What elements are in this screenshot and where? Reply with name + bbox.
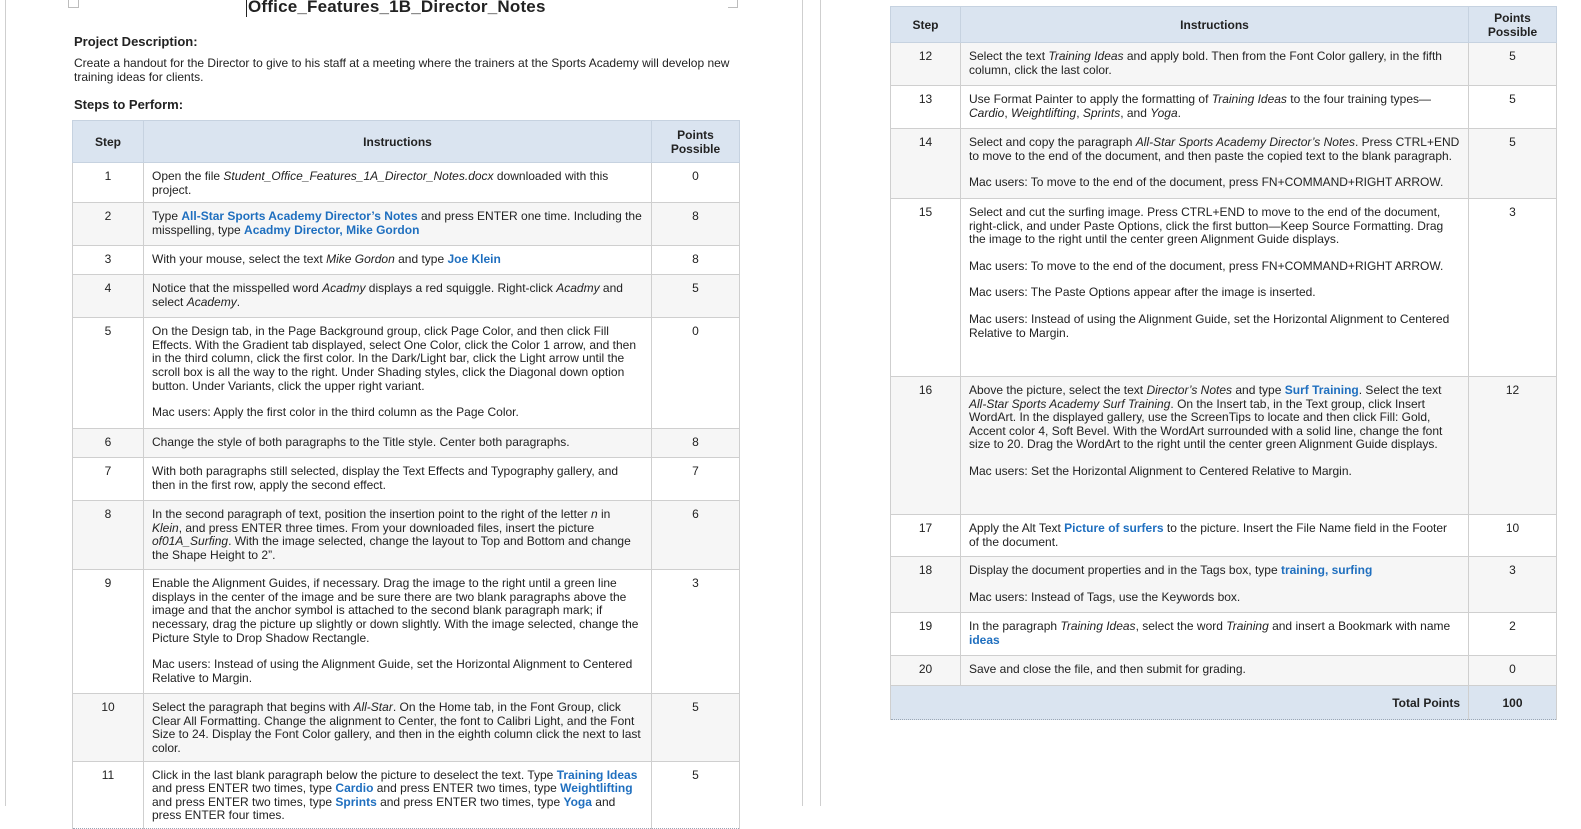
typed-text: Weightlifting bbox=[560, 781, 633, 796]
step-instructions bbox=[144, 203, 652, 246]
instruction-text: . On the Home tab, in the Font Group, click Clear All Formatting. Change the alignment to Center, the font to Calibri Light, and the Font Size to 24. Display the Font Color gallery, and then in the eighth column click the next to last color. bbox=[152, 700, 641, 755]
mac-users-note: Mac users: Instead of using the Alignment Guide, set the Horizontal Alignment to Centered Relative to Margin. bbox=[969, 311, 1450, 340]
instruction-text: to the four training types— bbox=[1286, 92, 1432, 106]
step-points: 0 bbox=[652, 318, 740, 429]
steps-table-left bbox=[72, 120, 740, 829]
typed-text: ideas bbox=[969, 632, 1000, 647]
instruction-paragraph bbox=[152, 210, 643, 237]
instruction-text: Save and close the file, and then submit for grading. bbox=[969, 662, 1246, 676]
instruction-text: and press ENTER two times, type bbox=[152, 794, 336, 809]
table-row bbox=[891, 129, 1557, 199]
step-number: 14 bbox=[891, 129, 961, 199]
mac-users-note: Mac users: To move to the end of the document, press FN+COMMAND+RIGHT ARROW. bbox=[969, 175, 1444, 190]
step-instructions bbox=[961, 656, 1469, 686]
italic-text: n bbox=[590, 507, 598, 522]
step-number: 17 bbox=[891, 515, 961, 557]
step-number: 3 bbox=[73, 246, 144, 275]
instruction-text: Select the paragraph that begins with bbox=[152, 700, 354, 715]
step-points: 3 bbox=[1469, 199, 1557, 377]
instruction-text: displays a red squiggle. Right-click bbox=[365, 281, 557, 296]
table-row bbox=[73, 570, 740, 694]
instruction-text: Use Format Painter to apply the formatting of bbox=[969, 92, 1212, 106]
instruction-text: and type bbox=[394, 252, 448, 267]
instruction-paragraph bbox=[152, 325, 643, 393]
step-number: 19 bbox=[891, 613, 961, 656]
instruction-text: . Select the text bbox=[1358, 383, 1442, 397]
table-row bbox=[891, 86, 1557, 129]
header-instructions: Instructions bbox=[144, 121, 652, 163]
steps-heading: Steps to Perform: bbox=[74, 97, 184, 112]
instruction-text: and type bbox=[1232, 383, 1285, 397]
typed-text: Sprints bbox=[335, 794, 377, 809]
instruction-paragraph bbox=[969, 564, 1460, 578]
step-number: 11 bbox=[73, 761, 144, 828]
step-instructions bbox=[144, 246, 652, 275]
steps-table-right bbox=[890, 6, 1557, 720]
project-description-heading: Project Description: bbox=[74, 34, 198, 49]
mac-users-note: Mac users: The Paste Options appear after the image is inserted. bbox=[969, 285, 1316, 300]
instruction-text: . Press CTRL+END to move to the end of the document, and then paste the copied text to the blank paragraph. bbox=[969, 135, 1460, 163]
instruction-text: Change the style of both paragraphs to the Title style. Center both paragraphs. bbox=[152, 435, 570, 450]
instruction-text: and press ENTER two times, type bbox=[376, 794, 564, 809]
table-row bbox=[891, 656, 1557, 686]
italic-text: Acadmy bbox=[322, 281, 366, 296]
corner-mark bbox=[728, 0, 738, 8]
table-row bbox=[73, 275, 740, 318]
instruction-text: With both paragraphs still selected, display the Text Effects and Typography gallery, and then in the first row, apply the second effect. bbox=[152, 464, 619, 492]
instruction-text: to the picture. Insert the File Name field in the Footer of the document. bbox=[969, 521, 1448, 549]
instruction-text: Above the picture, select the text bbox=[969, 383, 1147, 397]
italic-text: Training Ideas bbox=[1211, 92, 1287, 106]
step-number: 18 bbox=[891, 557, 961, 613]
step-points: 5 bbox=[652, 694, 740, 761]
italic-text: All-Star Sports Academy Surf Training bbox=[969, 396, 1171, 411]
step-instructions bbox=[961, 557, 1469, 613]
instruction-text: Type bbox=[152, 209, 182, 224]
instruction-text: Select and cut the surfing image. Press CTRL+END to move to the end of the document, right-click, and under Paste Options, click the first button—Keep Source Formatting. Drag the image to the right until the center green Alignment Guide displays. bbox=[969, 205, 1444, 247]
step-number: 6 bbox=[73, 429, 144, 458]
step-instructions bbox=[961, 377, 1469, 515]
table-row bbox=[73, 163, 740, 203]
typed-text: Picture of surfers bbox=[1064, 521, 1164, 535]
header-points: Points Possible bbox=[652, 121, 740, 163]
step-instructions bbox=[144, 501, 652, 570]
instruction-paragraph bbox=[152, 769, 643, 823]
table-row bbox=[73, 694, 740, 761]
header-points: Points Possible bbox=[1469, 7, 1557, 43]
typed-text: Cardio bbox=[335, 781, 374, 796]
instruction-text: and press ENTER one time. Including the misspelling, type bbox=[152, 209, 642, 237]
document-title[interactable]: Office_Features_1B_Director_Notes bbox=[246, 0, 546, 17]
step-number: 2 bbox=[73, 203, 144, 246]
instruction-paragraph bbox=[152, 577, 643, 645]
table-row bbox=[73, 318, 740, 429]
mac-users-note: Mac users: Apply the first color in the third column as the Page Color. bbox=[152, 405, 519, 420]
instruction-paragraph bbox=[969, 620, 1460, 647]
instruction-text: . bbox=[236, 294, 241, 309]
step-instructions bbox=[144, 761, 652, 828]
instruction-paragraph bbox=[152, 701, 643, 755]
instruction-text: In the paragraph bbox=[969, 619, 1061, 633]
step-instructions bbox=[144, 163, 652, 203]
instruction-text: , bbox=[1076, 105, 1083, 120]
typed-text: Acadmy Director, Mike Gordon bbox=[244, 222, 420, 237]
instruction-text: Notice that the misspelled word bbox=[152, 281, 323, 296]
instruction-text: . On the Insert tab, in the Text group, click Insert WordArt. In the displayed gallery, use the ScreenTips to locate and then click Fill: Gold, Accent color 4, Soft Bevel. With the WordArt surrounded with a solid line, change the font size to 20. Drag the WordArt to the right until the center green Alignment Guide displays. bbox=[969, 396, 1443, 452]
italic-text: All-Star bbox=[353, 700, 393, 715]
right-page-edge bbox=[820, 0, 821, 806]
italic-text: Academy bbox=[186, 294, 237, 309]
italic-text: Yoga bbox=[1150, 105, 1178, 120]
step-points: 12 bbox=[1469, 377, 1557, 515]
step-instructions bbox=[144, 570, 652, 694]
typed-text: Joe Klein bbox=[447, 252, 501, 267]
step-instructions bbox=[144, 694, 652, 761]
step-points: 6 bbox=[652, 501, 740, 570]
table-row bbox=[73, 458, 740, 501]
step-points: 5 bbox=[1469, 129, 1557, 199]
italic-text: Training Ideas bbox=[1060, 619, 1136, 633]
italic-text: All-Star Sports Academy Director’s Notes bbox=[1135, 135, 1355, 149]
table-row bbox=[73, 761, 740, 828]
italic-text: Student_Office_Features_1A_Director_Notes.docx bbox=[223, 169, 494, 183]
header-instructions: Instructions bbox=[961, 7, 1469, 43]
step-number: 15 bbox=[891, 199, 961, 377]
step-points: 0 bbox=[652, 163, 740, 203]
step-instructions bbox=[144, 275, 652, 318]
table-row bbox=[73, 246, 740, 275]
step-instructions bbox=[144, 429, 652, 458]
typed-text: Surf Training bbox=[1284, 383, 1359, 397]
instruction-text: Click in the last blank paragraph below the picture to deselect the text. Type bbox=[152, 767, 557, 782]
step-number: 16 bbox=[891, 377, 961, 515]
step-points: 3 bbox=[1469, 557, 1557, 613]
instruction-text: Select and copy the paragraph bbox=[969, 135, 1136, 149]
italic-text: Training Ideas bbox=[1048, 49, 1124, 63]
step-instructions bbox=[961, 86, 1469, 129]
instruction-text: Enable the Alignment Guides, if necessary. Drag the image to the right until a green line displays in the center of the image and be sure there are two blank paragraphs above the image and that the anchor symbol is attached to the second blank paragraph mark; if necessary, drag the picture up slightly or down slightly. With the image selected, change the Picture Style to Drop Shadow Rectangle. bbox=[152, 576, 639, 645]
header-step: Step bbox=[73, 121, 144, 163]
step-points: 0 bbox=[1469, 656, 1557, 686]
instruction-text: , and press ENTER three times. From your downloaded files, insert the picture bbox=[178, 520, 595, 535]
step-number: 10 bbox=[73, 694, 144, 761]
instruction-text: , bbox=[1004, 105, 1012, 120]
table-row bbox=[73, 501, 740, 570]
instruction-text: Apply the Alt Text bbox=[969, 521, 1065, 535]
instruction-paragraph bbox=[969, 206, 1460, 247]
step-points: 5 bbox=[1469, 86, 1557, 129]
instruction-text: , select the word bbox=[1135, 619, 1227, 633]
table-row bbox=[891, 199, 1557, 377]
step-number: 7 bbox=[73, 458, 144, 501]
instruction-text: and apply bold. Then from the Font Color gallery, in the fifth column, click the last color. bbox=[969, 49, 1442, 77]
instruction-text: and select bbox=[152, 281, 623, 309]
instruction-paragraph bbox=[152, 282, 643, 309]
step-instructions bbox=[961, 129, 1469, 199]
step-points: 8 bbox=[652, 429, 740, 458]
instruction-paragraph bbox=[152, 170, 643, 197]
instruction-paragraph bbox=[969, 384, 1460, 452]
typed-text: Yoga bbox=[563, 794, 592, 809]
step-number: 5 bbox=[73, 318, 144, 429]
italic-text: Acadmy bbox=[556, 281, 600, 296]
step-number: 13 bbox=[891, 86, 961, 129]
mac-users-note: Mac users: To move to the end of the document, press FN+COMMAND+RIGHT ARROW. bbox=[969, 258, 1444, 273]
instruction-paragraph bbox=[969, 663, 1460, 677]
left-page-edge bbox=[5, 0, 6, 806]
step-points: 2 bbox=[1469, 613, 1557, 656]
instruction-text: and press ENTER four times. bbox=[152, 794, 616, 823]
step-points: 5 bbox=[652, 761, 740, 828]
step-instructions bbox=[961, 515, 1469, 557]
instruction-text: and press ENTER two times, type bbox=[373, 781, 561, 796]
instruction-paragraph bbox=[152, 465, 643, 492]
project-description-text: Create a handout for the Director to give to his staff at a meeting where the trainers at the Sports Academy will develop new training ideas for clients. bbox=[74, 56, 730, 84]
italic-text: Weightlifting bbox=[1011, 105, 1077, 120]
table-row bbox=[891, 43, 1557, 86]
italic-text: Cardio bbox=[969, 105, 1005, 120]
instruction-paragraph bbox=[152, 253, 643, 267]
instruction-text: On the Design tab, in the Page Background group, click Page Color, and then click Fill Effects. With the Gradient tab displayed, select One Color, click the Color 1 arrow, and then in the third column, click the first color. In the Dark/Light bar, click the Light arrow until the scroll box is all the way to the right. Under Shading styles, click the Diagonal down option button. Under Variants, click the upper right variant. bbox=[152, 324, 637, 393]
table-row bbox=[891, 377, 1557, 515]
italic-text: Sprints bbox=[1082, 105, 1121, 120]
instruction-text: and insert a Bookmark with name bbox=[1268, 619, 1451, 633]
instruction-text: . bbox=[1177, 105, 1181, 120]
header-step: Step bbox=[891, 7, 961, 43]
step-instructions bbox=[961, 613, 1469, 656]
mac-users-note: Mac users: Set the Horizontal Alignment to Centered Relative to Margin. bbox=[969, 463, 1352, 478]
instruction-paragraph bbox=[969, 50, 1460, 77]
table-row bbox=[891, 515, 1557, 557]
instruction-text: With your mouse, select the text bbox=[152, 252, 327, 267]
instruction-paragraph bbox=[152, 508, 643, 562]
instruction-text: Open the file bbox=[152, 169, 224, 183]
table-row bbox=[73, 203, 740, 246]
instruction-text: and press ENTER two times, type bbox=[152, 781, 336, 796]
instruction-text: . With the image selected, change the layout to Top and Bottom and change the Shape Height to 2”. bbox=[152, 534, 631, 562]
step-number: 1 bbox=[73, 163, 144, 203]
step-number: 12 bbox=[891, 43, 961, 86]
step-points: 8 bbox=[652, 203, 740, 246]
total-points-label: Total Points bbox=[891, 686, 1469, 720]
instruction-text: Select the text bbox=[969, 49, 1049, 63]
total-points-value: 100 bbox=[1469, 686, 1557, 720]
instruction-paragraph bbox=[152, 436, 643, 450]
step-instructions bbox=[144, 318, 652, 429]
step-instructions bbox=[961, 43, 1469, 86]
step-points: 8 bbox=[652, 246, 740, 275]
italic-text: of01A_Surfing bbox=[152, 534, 229, 549]
typed-text: All-Star Sports Academy Director’s Notes bbox=[181, 209, 418, 224]
italic-text: Mike Gordon bbox=[326, 252, 395, 267]
step-instructions bbox=[961, 199, 1469, 377]
instruction-text: downloaded with this project. bbox=[152, 169, 609, 197]
step-points: 10 bbox=[1469, 515, 1557, 557]
step-points: 5 bbox=[652, 275, 740, 318]
table-row bbox=[73, 429, 740, 458]
left-page-right-edge bbox=[802, 0, 803, 806]
instruction-text: , and bbox=[1120, 105, 1151, 120]
mac-users-note: Mac users: Instead of using the Alignment Guide, set the Horizontal Alignment to Centered Relative to Margin. bbox=[152, 657, 633, 685]
corner-mark bbox=[68, 0, 79, 8]
instruction-paragraph bbox=[969, 136, 1460, 163]
step-points: 3 bbox=[652, 570, 740, 694]
instruction-paragraph bbox=[969, 93, 1460, 120]
table-row bbox=[891, 613, 1557, 656]
typed-text: Training Ideas bbox=[556, 767, 638, 782]
typed-text: training, surfing bbox=[1280, 563, 1373, 577]
instruction-text: in bbox=[597, 507, 611, 522]
italic-text: Klein bbox=[152, 520, 179, 535]
table-row bbox=[891, 557, 1557, 613]
step-instructions bbox=[144, 458, 652, 501]
instruction-paragraph bbox=[969, 522, 1460, 549]
italic-text: Director’s Notes bbox=[1146, 383, 1233, 397]
step-number: 20 bbox=[891, 656, 961, 686]
instruction-text: In the second paragraph of text, position the insertion point to the right of the letter bbox=[152, 507, 591, 522]
mac-users-note: Mac users: Instead of Tags, use the Keywords box. bbox=[969, 589, 1241, 604]
step-number: 4 bbox=[73, 275, 144, 318]
step-number: 9 bbox=[73, 570, 144, 694]
step-points: 5 bbox=[1469, 43, 1557, 86]
instruction-text: Display the document properties and in the Tags box, type bbox=[969, 563, 1281, 577]
italic-text: Training bbox=[1226, 619, 1269, 633]
step-number: 8 bbox=[73, 501, 144, 570]
step-points: 7 bbox=[652, 458, 740, 501]
